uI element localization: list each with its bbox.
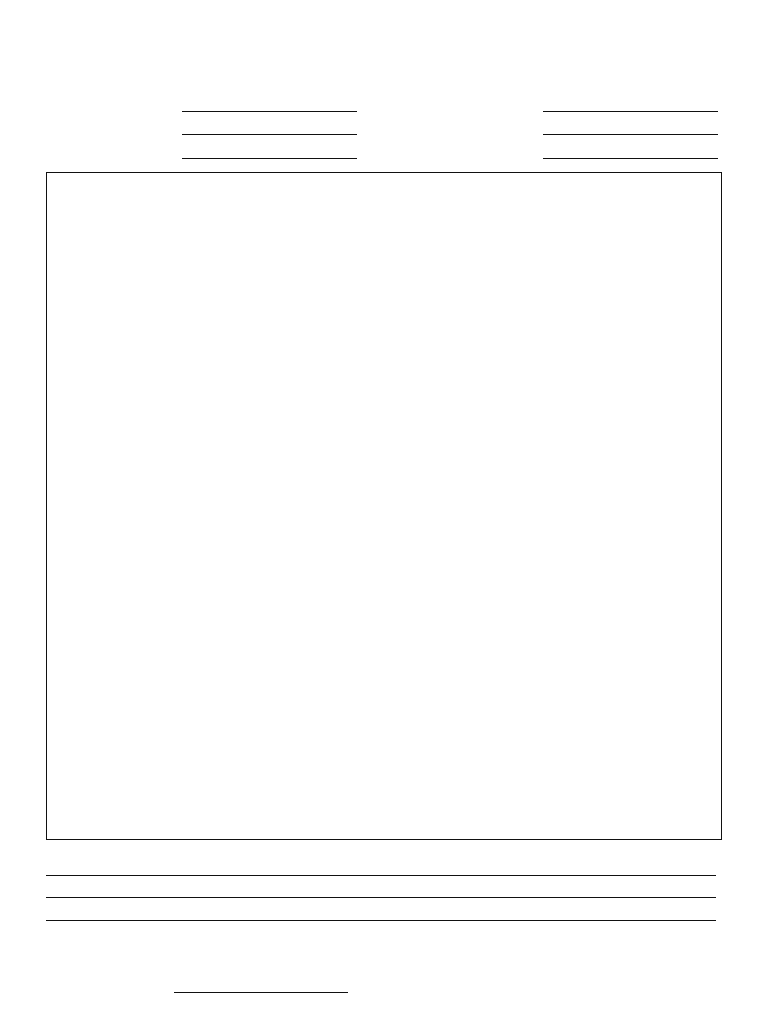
department-field[interactable] <box>182 158 357 159</box>
remarks-line[interactable] <box>46 920 716 921</box>
position-field[interactable] <box>182 134 357 135</box>
date-of-hire-field[interactable] <box>543 134 718 135</box>
appraisal-table <box>46 172 722 840</box>
name-field[interactable] <box>182 111 357 112</box>
remarks-line[interactable] <box>46 875 716 876</box>
unit-field[interactable] <box>543 111 718 112</box>
company-logo <box>476 20 718 68</box>
employee-signature-field[interactable] <box>174 992 348 993</box>
remarks-line[interactable] <box>46 897 716 898</box>
appraisal-period-field[interactable] <box>543 158 718 159</box>
